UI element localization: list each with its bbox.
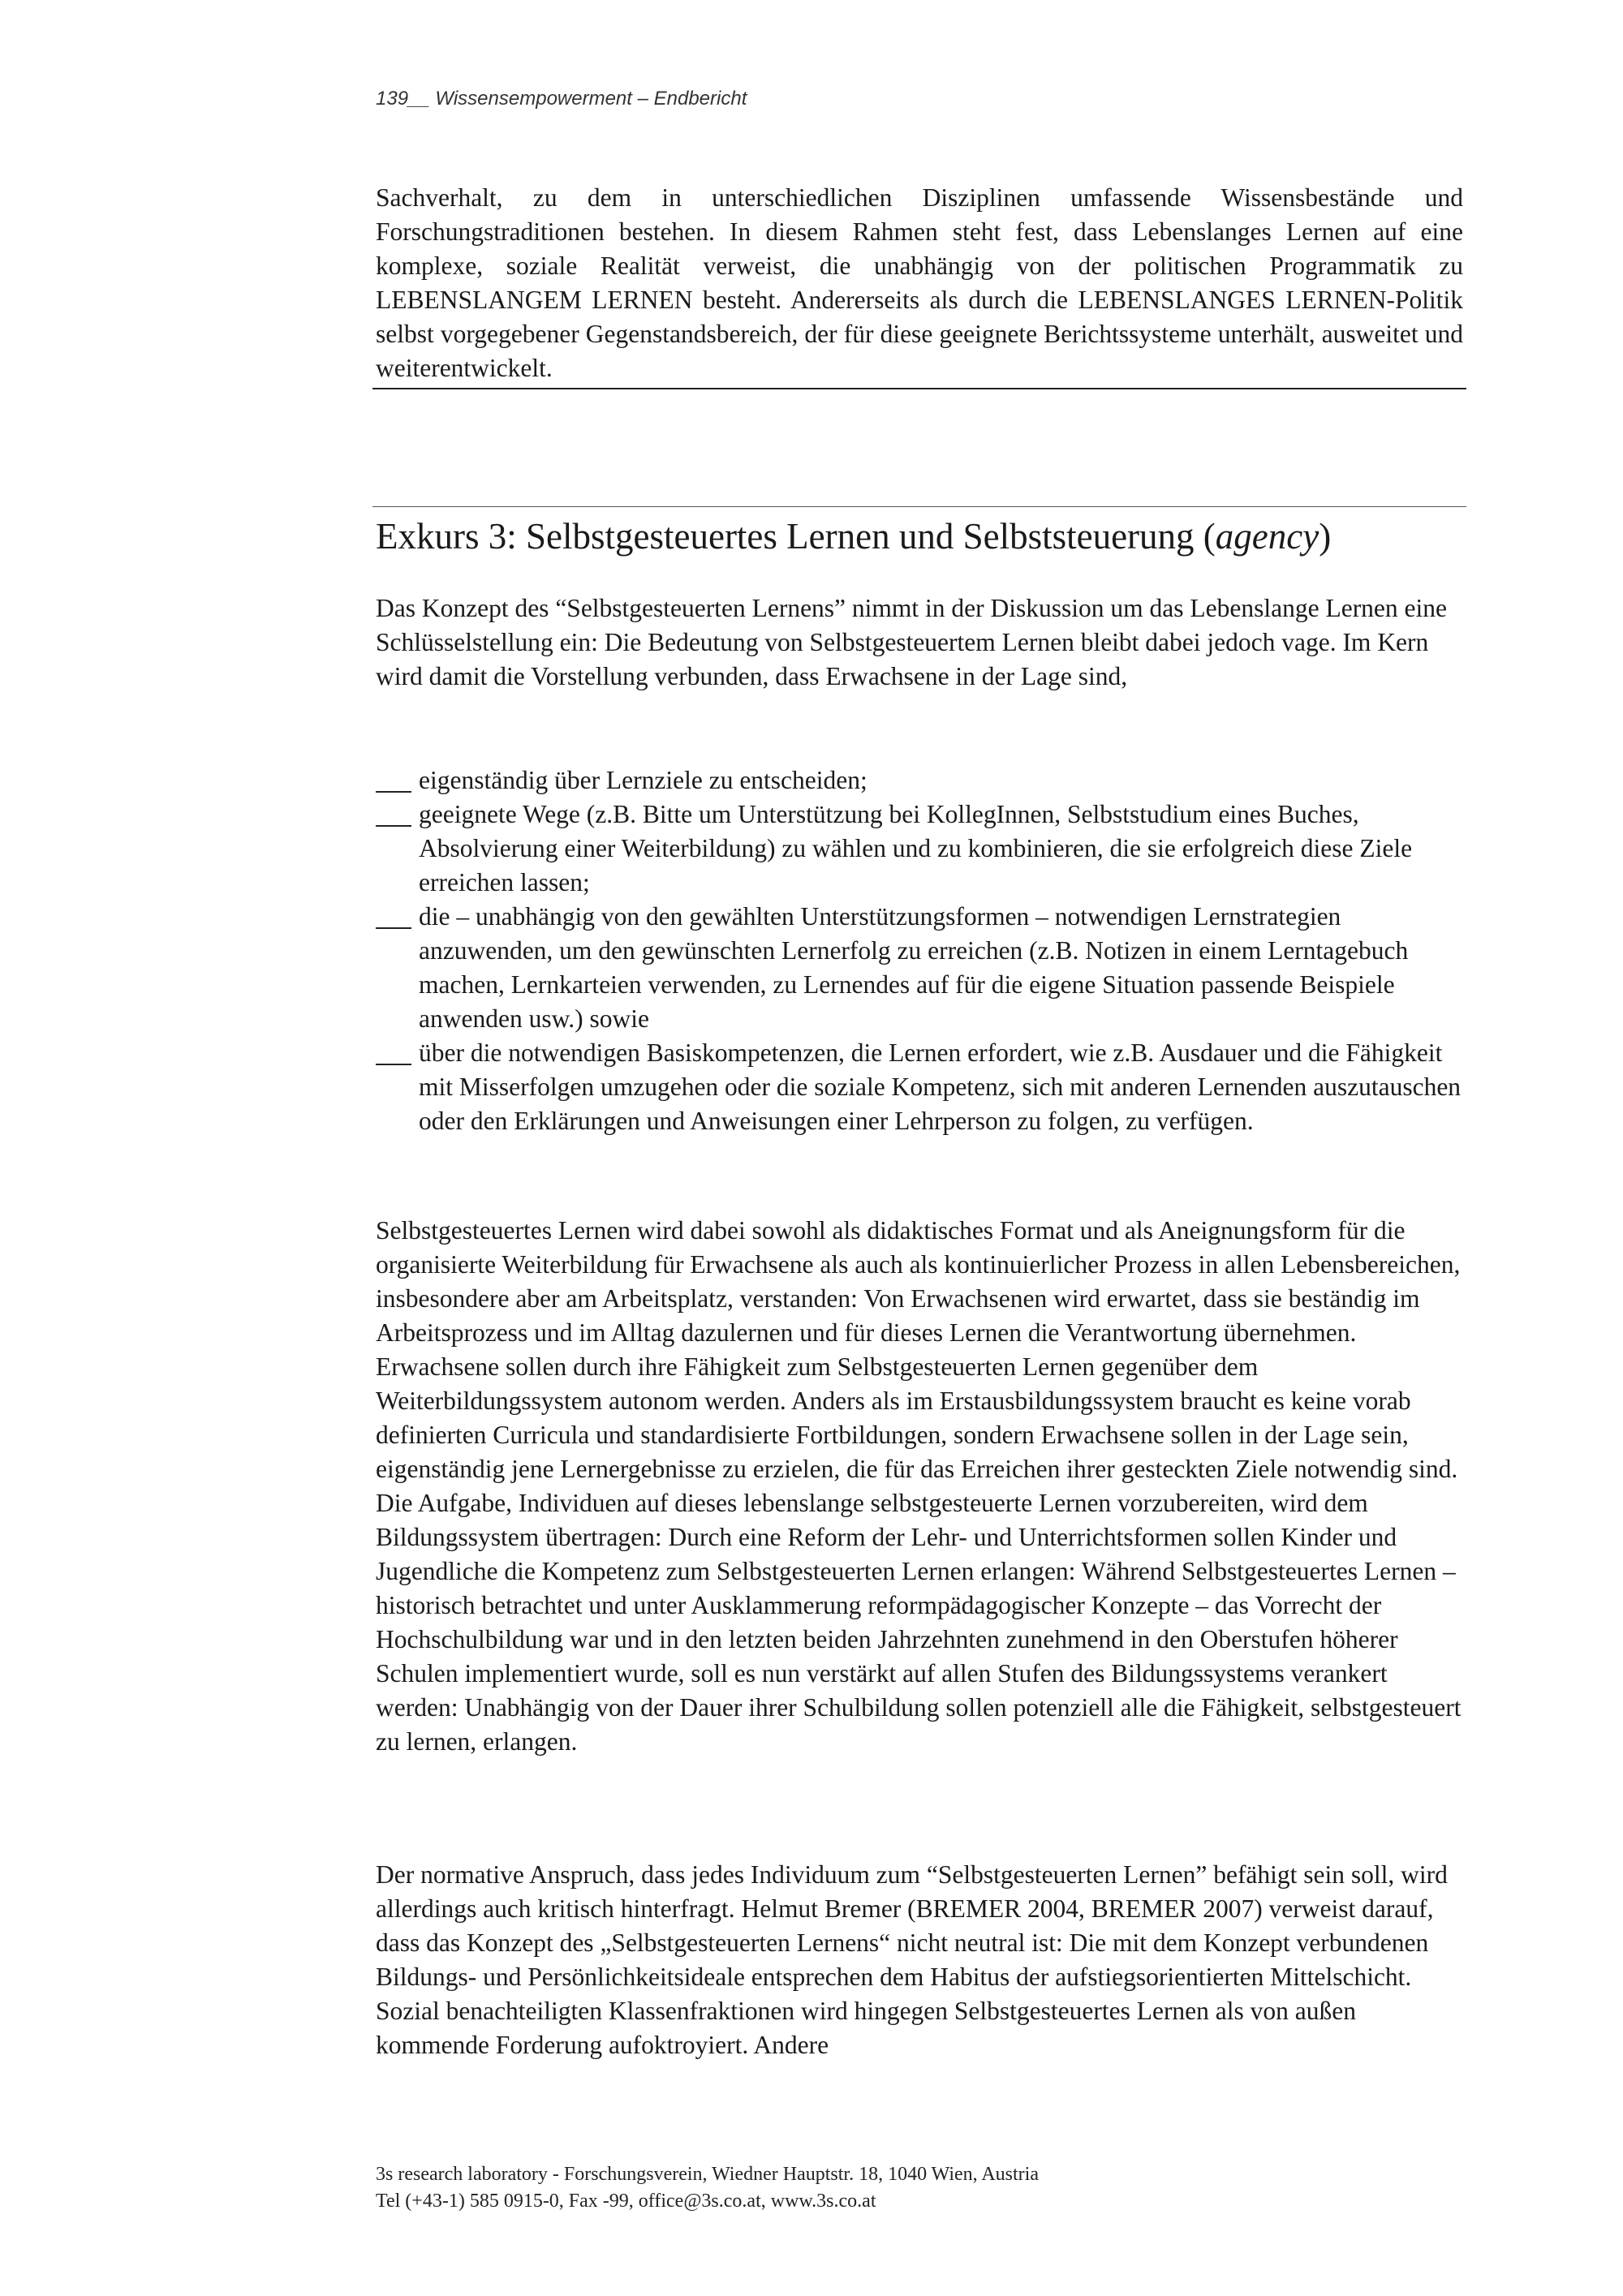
heading-term: agency (1215, 516, 1319, 557)
paragraph-end-rule (372, 388, 1466, 389)
list-item (376, 798, 1463, 900)
heading-close: ) (1319, 516, 1332, 557)
list-item-text: über die notwendigen Basiskompetenzen, die Lernen erfordert, wie z.B. Ausdauer und die Fähigkeit mit Misserfolgen umzugehen oder die soziale Kompetenz, sich mit anderen Lernenden auszutauschen oder den Erklärungen und Anweisungen einer Lehrperson zu folgen, zu verfügen. (419, 1038, 1462, 1135)
list-dash (376, 1064, 411, 1065)
list-dash (376, 927, 411, 929)
list-item (376, 763, 1463, 798)
footer-contact: Tel (+43-1) 585 0915-0, Fax -99, office@3s.co.at, www.3s.co.at (376, 2191, 876, 2212)
list-item (376, 1036, 1463, 1138)
body-paragraph: Selbstgesteuertes Lernen wird dabei sowohl als didaktisches Format und als Aneignungsform für die organisierte Weiterbildung für Erwachsene als auch als kontinuierlicher Prozess in allen Lebensbereichen, insbesondere aber am Arbeitsplatz, verstanden: Von Erwachsenen wird erwartet, dass sie beständig im Arbeitsprozess und im Alltag dazulernen und für dieses Lernen die Verantwortung übernehmen. Erwachsene sollen durch ihre Fähigkeit zum Selbstgesteuerten Lernen gegenüber dem Weiterbildungssystem autonom werden. Anders als im Erstausbildungssystem braucht es keine vorab definierten Curricula und standardisierte Fortbildungen, sondern Erwachsene sollen in der Lage sein, eigenständig jene Lernergebnisse zu erzielen, die für das Erreichen ihrer gesteckten Ziele notwendig sind. Die Aufgabe, Individuen auf dieses lebenslange selbstgesteuerte Lernen vorzubereiten, wird dem Bildungssystem übertragen: Durch eine Reform der Lehr- und Unterrichtsformen sollen Kinder und Jugendliche die Kompetenz zum Selbstgesteuerten Lernen erlangen: Während Selbstgesteuertes Lernen – historisch betrachtet und unter Ausklammerung reformpädagogischer Konzepte – das Vorrecht der Hochschulbildung war und in den letzten beiden Jahrzehnten zunehmend in den Oberstufen höherer Schulen implementiert wurde, soll es nun verstärkt auf allen Stufen des Bildungssystems verankert werden: Unabhängig von der Dauer ihrer Schulbildung sollen potenziell alle die Fähigkeit, selbstgesteuert zu lernen, erlangen. (376, 1216, 1462, 1756)
list-item-text: geeignete Wege (z.B. Bitte um Unterstützung bei KollegInnen, Selbststudium eines Buches, Absolvierung einer Weiterbildung) zu wählen und zu kombinieren, die sie erfolgreich diese Ziele erreichen lassen; (419, 800, 1413, 896)
heading-main: Exkurs 3: Selbstgesteuertes Lernen und Selbststeuerung ( (376, 516, 1216, 557)
list-dash (376, 825, 411, 827)
page-footer (376, 2161, 1463, 2215)
section-heading (376, 512, 1463, 561)
intro-paragraph: Sachverhalt, zu dem in unterschiedlichen Disziplinen umfassende Wissensbestände und Forschungstraditionen bestehen. In diesem Rahmen steht fest, dass Lebenslanges Lernen auf eine komplexe, soziale Realität verweist, die unabhängig von der politischen Programmatik zu LEBENSLANGEM LERNEN besteht. Andererseits als durch die LEBENSLANGES LERNEN-Politik selbst vorgegebener Gegenstandsbereich, der für diese geeignete Berichtssysteme unterhält, ausweitet und weiterentwickelt. (376, 183, 1463, 382)
lead-paragraph: Das Konzept des “Selbstgesteuerten Lernens” nimmt in der Diskussion um das Lebenslange Lernen eine Schlüsselstellung ein: Die Bedeutung von Selbstgesteuertem Lernen bleibt dabei jedoch vage. Im Kern wird damit die Vorstellung verbunden, dass Erwachsene in der Lage sind, (376, 594, 1448, 690)
section-top-rule (372, 506, 1466, 507)
body-paragraph: Der normative Anspruch, dass jedes Individuum zum “Selbstgesteuerten Lernen” befähigt sein soll, wird allerdings auch kritisch hinterfragt. Helmut Bremer (BREMER 2004, BREMER 2007) verweist darauf, dass das Konzept des „Selbstgesteuerten Lernens“ nicht neutral ist: Die mit dem Konzept verbundenen Bildungs- und Persönlichkeitsideale entsprechen dem Habitus der aufstiegsorientierten Mittelschicht. Sozial benachteiligten Klassenfraktionen wird hingegen Selbstgesteuertes Lernen als von außen kommende Forderung aufoktroyiert. Andere (376, 1860, 1448, 2059)
list-dash (376, 791, 411, 793)
list-item-text: eigenständig über Lernziele zu entscheiden; (419, 766, 867, 794)
list-item-text: die – unabhängig von den gewählten Unterstützungsformen – notwendigen Lernstrategien anzuwenden, um den gewünschten Lernerfolg zu erreichen (z.B. Notizen in einem Lerntagebuch machen, Lernkarteien verwenden, zu Lernendes auf für die eigene Situation passende Beispiele anwenden usw.) sowie (419, 902, 1409, 1033)
footer-address: 3s research laboratory - Forschungsverein, Wiedner Hauptstr. 18, 1040 Wien, Austria (376, 2164, 1039, 2185)
running-header: 139__ Wissensempowerment – Endbericht (376, 88, 747, 110)
criteria-list (376, 763, 1463, 1138)
list-item (376, 900, 1463, 1036)
